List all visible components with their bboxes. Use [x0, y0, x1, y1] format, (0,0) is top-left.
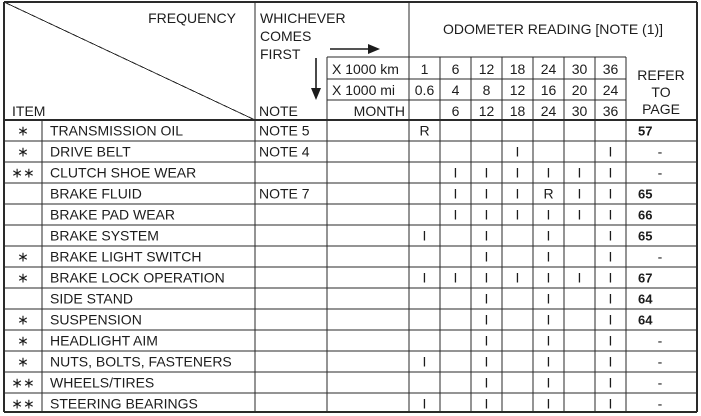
row-cell: R [543, 185, 554, 202]
row-page: - [657, 332, 663, 349]
row-page: - [657, 143, 663, 160]
table-row [17, 312, 653, 328]
mi-column-value: 20 [571, 82, 588, 98]
row-cell: R [419, 122, 430, 139]
whichever-line-2: COMES [260, 28, 312, 44]
row-cell: I [608, 248, 613, 265]
row-cell: I [546, 290, 551, 307]
row-cell: I [484, 395, 489, 412]
km-column-value: 12 [478, 61, 495, 77]
row-cell: I [484, 164, 489, 181]
row-mark: ∗∗ [11, 374, 35, 391]
month-column-value: 18 [509, 103, 526, 119]
mi-column-value: 4 [451, 82, 460, 98]
row-cell: I [484, 290, 489, 307]
row-page: 64 [638, 291, 653, 307]
row-page: 67 [638, 270, 653, 286]
row-page: - [657, 374, 663, 391]
table-row [17, 354, 663, 370]
month-column-value: 30 [571, 103, 588, 119]
row-cell: I [577, 206, 582, 223]
row-mark: ∗ [17, 269, 29, 286]
row-page: 65 [638, 186, 653, 202]
whichever-line-1: WHICHEVER [260, 10, 346, 26]
row-cell: I [515, 206, 520, 223]
row-cell: I [484, 353, 489, 370]
refer-line-1: REFER [637, 67, 685, 83]
row-item: CLUTCH SHOE WEAR [50, 164, 197, 181]
row-cell: I [422, 395, 427, 412]
month-column-value: 6 [451, 103, 460, 119]
row-cell: I [608, 269, 613, 286]
odometer-column-headers [415, 61, 619, 119]
row-cell: I [453, 269, 458, 286]
row-cell: I [608, 143, 613, 160]
row-cell: I [577, 269, 582, 286]
row-mark: ∗ [17, 143, 29, 160]
row-cell: I [577, 185, 582, 202]
km-column-value: 18 [509, 61, 526, 77]
row-cell: I [608, 164, 613, 181]
row-item: HEADLIGHT AIM [50, 332, 158, 349]
row-item: BRAKE PAD WEAR [50, 206, 175, 223]
row-page: 64 [638, 312, 653, 328]
row-page: 66 [638, 207, 653, 223]
refer-line-3: PAGE [642, 101, 680, 117]
row-item: NUTS, BOLTS, FASTENERS [50, 353, 232, 370]
row-mark: ∗ [17, 332, 29, 349]
table-row [11, 165, 662, 181]
month-row-label: MONTH [353, 103, 405, 119]
row-cell: I [546, 269, 551, 286]
table-row [50, 291, 653, 307]
km-column-value: 1 [420, 61, 429, 77]
row-cell: I [453, 164, 458, 181]
row-cell: I [608, 353, 613, 370]
row-item: DRIVE BELT [50, 143, 131, 160]
row-cell: I [515, 164, 520, 181]
row-item: BRAKE LOCK OPERATION [50, 269, 225, 286]
row-cell: I [546, 311, 551, 328]
table-row [17, 333, 663, 349]
row-item: BRAKE LIGHT SWITCH [50, 248, 202, 265]
mi-row-label: X 1000 mi [332, 82, 396, 98]
table-row [11, 375, 662, 391]
row-cell: I [608, 290, 613, 307]
row-cell: I [422, 353, 427, 370]
row-cell: I [484, 374, 489, 391]
row-cell: I [484, 311, 489, 328]
table-row [50, 186, 652, 202]
month-column-value: 12 [478, 103, 495, 119]
row-cell: I [484, 206, 489, 223]
mi-column-value: 8 [482, 82, 491, 98]
row-cell: I [546, 248, 551, 265]
row-cell: I [546, 374, 551, 391]
row-cell: I [608, 227, 613, 244]
row-cell: I [484, 269, 489, 286]
table-row [17, 123, 652, 139]
table-row [50, 207, 652, 223]
row-mark: ∗ [17, 311, 29, 328]
month-column-value: 24 [540, 103, 557, 119]
row-cell: I [453, 185, 458, 202]
row-cell: I [608, 374, 613, 391]
table-row [17, 249, 663, 265]
row-cell: I [546, 353, 551, 370]
row-page: - [657, 395, 663, 412]
table-row [50, 228, 652, 244]
odometer-header: ODOMETER READING [NOTE (1)] [442, 21, 664, 37]
row-cell: I [546, 395, 551, 412]
row-note: NOTE 4 [259, 143, 310, 160]
km-column-value: 6 [451, 61, 460, 77]
row-item: SIDE STAND [50, 290, 133, 307]
row-mark: ∗∗ [11, 395, 35, 412]
km-column-value: 36 [602, 61, 619, 77]
down-arrow-icon [311, 58, 321, 100]
row-item: SUSPENSION [50, 311, 142, 328]
row-note: NOTE 5 [259, 122, 310, 139]
row-cell: I [484, 227, 489, 244]
row-item: BRAKE FLUID [50, 185, 142, 202]
row-mark: ∗ [17, 122, 29, 139]
refer-line-2: TO [651, 84, 671, 100]
table-row [17, 270, 652, 286]
month-column-value: 36 [602, 103, 619, 119]
row-cell: I [484, 332, 489, 349]
row-cell: I [608, 185, 613, 202]
row-item: WHEELS/TIRES [50, 374, 155, 391]
row-mark: ∗∗ [11, 164, 35, 181]
whichever-line-3: FIRST [260, 46, 301, 62]
row-cell: I [484, 248, 489, 265]
row-cell: I [515, 185, 520, 202]
row-cell: I [546, 227, 551, 244]
row-cell: I [608, 395, 613, 412]
item-header: ITEM [12, 103, 46, 119]
row-cell: I [608, 206, 613, 223]
row-page: - [657, 248, 663, 265]
row-item: STEERING BEARINGS [50, 395, 198, 412]
row-page: - [657, 353, 663, 370]
mi-column-value: 16 [540, 82, 557, 98]
mi-column-value: 12 [509, 82, 526, 98]
row-cell: I [546, 206, 551, 223]
km-row-label: X 1000 km [332, 61, 399, 77]
row-cell: I [422, 269, 427, 286]
frequency-header: FREQUENCY [148, 10, 236, 26]
row-mark: ∗ [17, 353, 29, 370]
row-cell: I [546, 332, 551, 349]
row-page: 65 [638, 228, 653, 244]
km-column-value: 30 [571, 61, 588, 77]
row-cell: I [422, 227, 427, 244]
mi-column-value: 0.6 [414, 82, 435, 98]
row-cell: I [577, 164, 582, 181]
row-cell: I [515, 269, 520, 286]
mi-column-value: 24 [602, 82, 619, 98]
km-column-value: 24 [540, 61, 557, 77]
row-page: - [657, 164, 663, 181]
row-cell: I [608, 332, 613, 349]
row-cell: I [453, 206, 458, 223]
row-cell: I [515, 143, 520, 160]
row-item: BRAKE SYSTEM [50, 227, 159, 244]
table-row [11, 396, 662, 412]
row-cell: I [546, 164, 551, 181]
row-mark: ∗ [17, 248, 29, 265]
row-cell: I [608, 311, 613, 328]
row-item: TRANSMISSION OIL [50, 122, 184, 139]
row-page: 57 [638, 123, 653, 139]
row-cell: I [484, 185, 489, 202]
row-note: NOTE 7 [259, 185, 310, 202]
right-arrow-icon [330, 44, 380, 54]
note-header: NOTE [259, 103, 298, 119]
table-row [17, 144, 663, 160]
